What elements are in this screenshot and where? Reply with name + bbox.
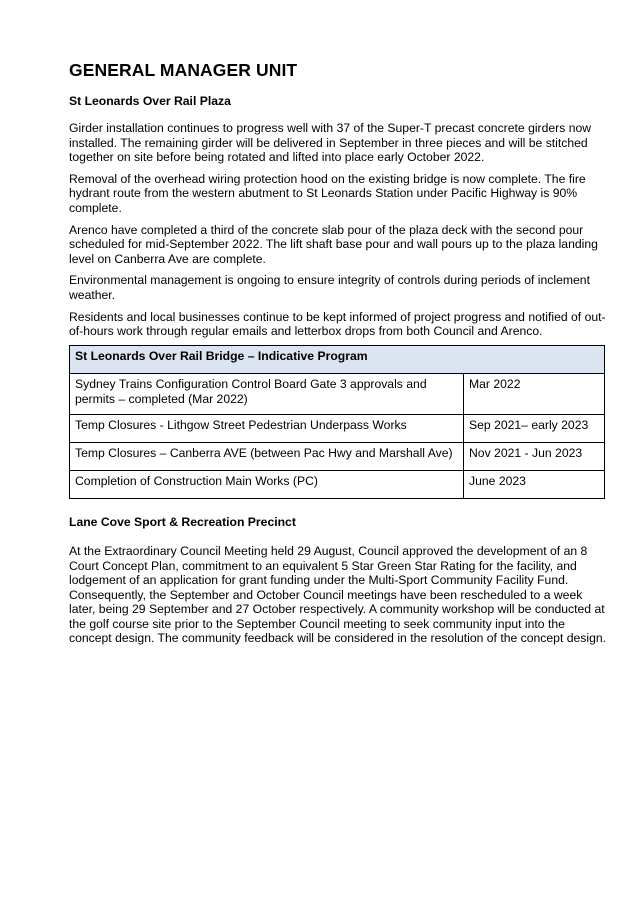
table-cell-item: Sydney Trains Configuration Control Board Gate 3 approvals and permits – completed (Mar 2022) [70, 373, 464, 414]
paragraph: Residents and local businesses continue to be kept informed of project progress and notified of out-of-hours work through regular emails and letterbox drops from both Council and Arenco. [69, 309, 606, 339]
paragraph: Arenco have completed a third of the concrete slab pour of the plaza deck with the second pour scheduled for mid-September 2022. The lift shaft base pour and wall pours up to the plaza landing level on Canberra Ave are complete. [69, 222, 598, 266]
table-cell-date: Sep 2021– early 2023 [464, 414, 605, 442]
table-row [70, 373, 605, 414]
table-cell-item: Temp Closures – Canberra AVE (between Pac Hwy and Marshall Ave) [70, 442, 464, 470]
table-cell-date: Mar 2022 [464, 373, 605, 414]
table-cell-date: June 2023 [464, 470, 605, 498]
table-row [70, 470, 605, 498]
section-heading: St Leonards Over Rail Plaza [69, 94, 231, 108]
table-row [70, 414, 605, 442]
table-cell-item: Temp Closures - Lithgow Street Pedestrian Underpass Works [70, 414, 464, 442]
section-sport-recreation-precinct [69, 515, 608, 646]
section-st-leonards-plaza [69, 94, 608, 339]
table-cell-item: Completion of Construction Main Works (PC) [70, 470, 464, 498]
paragraph: Environmental management is ongoing to ensure integrity of controls during periods of inclement weather. [69, 273, 590, 302]
table-header-row [70, 345, 605, 373]
table-header: St Leonards Over Rail Bridge – Indicative Program [70, 345, 605, 373]
indicative-program-table [69, 345, 605, 499]
section-heading: Lane Cove Sport & Recreation Precinct [69, 514, 296, 529]
paragraph: Girder installation continues to progress well with 37 of the Super-T precast concrete girders now installed. The remaining girder will be delivered in September in three pieces and will be stitched together on site before being rotated and lifted into place early October 2022. [69, 121, 592, 165]
table-cell-date: Nov 2021 - Jun 2023 [464, 442, 605, 470]
paragraph: Removal of the overhead wiring protection hood on the existing bridge is now complete. The fire hydrant route from the western abutment to St Leonards Station under Pacific Highway is 90% complete. [69, 171, 586, 215]
page-title: GENERAL MANAGER UNIT [69, 60, 298, 80]
table-row [70, 442, 605, 470]
paragraph: At the Extraordinary Council Meeting held 29 August, Council approved the development of an 8 Court Concept Plan, commitment to an equivalent 5 Star Green Star Rating for the facility, and lodgement of an application for grant funding under the Multi-Sport Community Facility Fund. Consequently, the September and October Council meetings have been rescheduled to a week later, being 29 September and 27 October respectively. A community workshop will be conducted at the golf course site prior to the September Council meeting to seek community input into the concept design. The community feedback will be considered in the resolution of the concept design. [69, 543, 607, 646]
